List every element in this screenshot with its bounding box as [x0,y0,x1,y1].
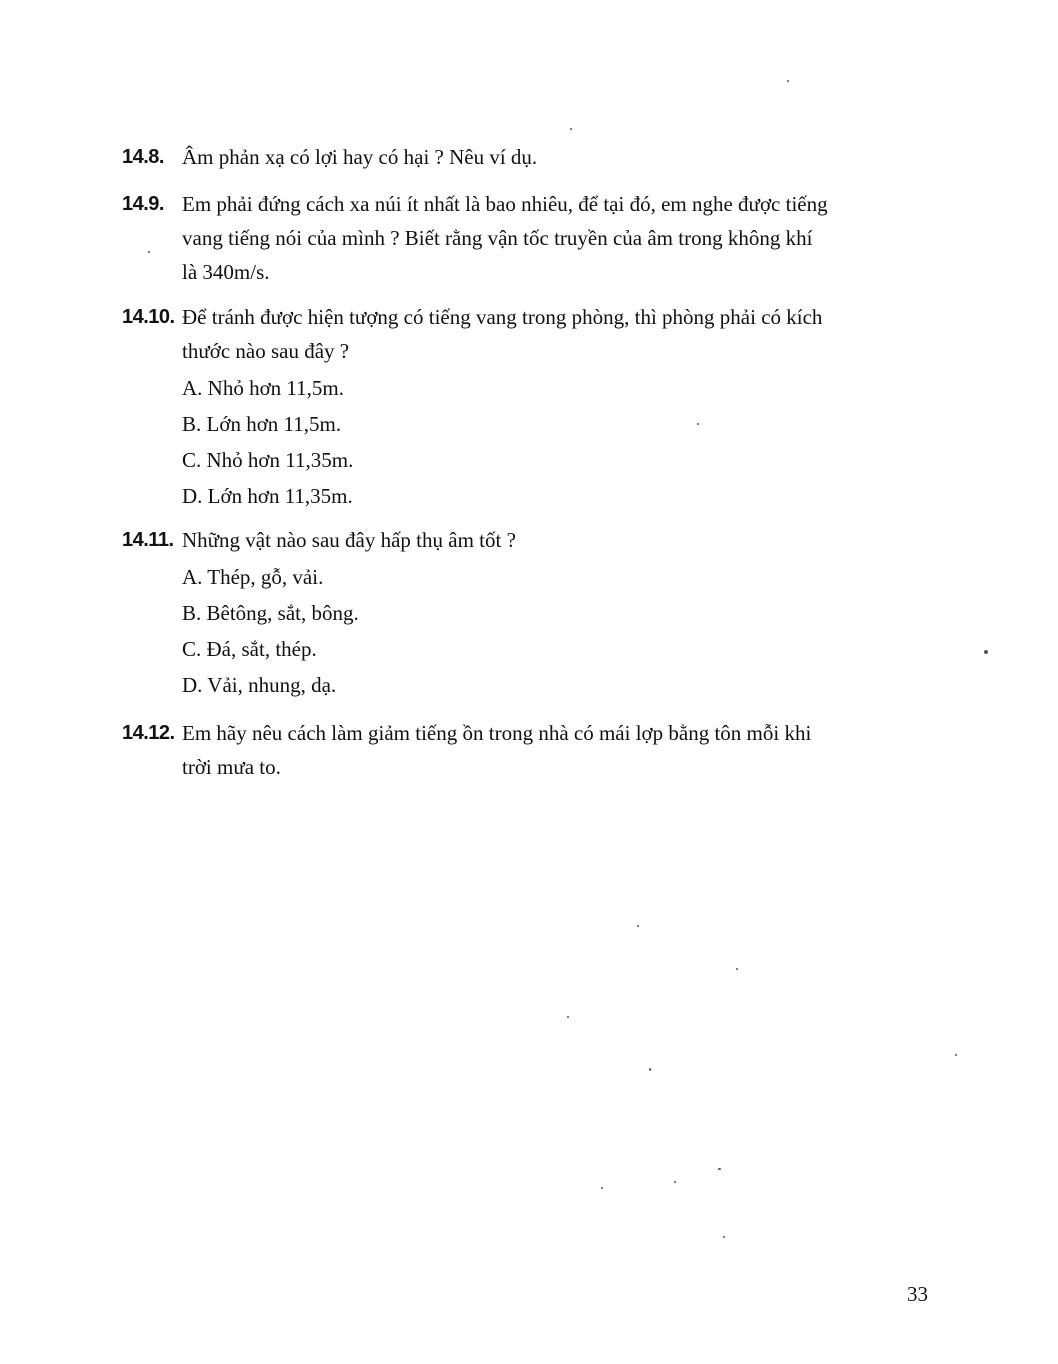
answer-option: C. Nhỏ hơn 11,35m. [182,448,354,472]
question-line: là 340m/s. [182,260,270,284]
question-14-10 [122,300,928,514]
question-number: 14.9. [122,193,164,215]
scan-speck [955,1054,957,1056]
answer-option: D. Lớn hơn 11,35m. [182,484,353,508]
question-line: vang tiếng nói của mình ? Biết rằng vận tốc truyền của âm trong không khí [182,226,813,250]
answer-option: B. Bêtông, sắt, bông. [182,601,359,625]
scan-speck [570,128,572,130]
question-14-8 [122,140,928,174]
scan-speck [601,1187,603,1189]
scan-speck [637,925,639,927]
question-14-12 [122,716,928,784]
question-line: Để tránh được hiện tượng có tiếng vang trong phòng, thì phòng phải có kích [182,305,823,329]
scan-speck [736,968,738,970]
answer-options [122,370,928,514]
answer-option: A. Nhỏ hơn 11,5m. [182,376,344,400]
question-number: 14.12. [122,722,175,744]
scan-speck [674,1181,676,1183]
page-number: 33 [907,1282,928,1306]
question-number: 14.8. [122,146,164,168]
scan-speck [567,1016,569,1018]
scan-speck [148,251,150,253]
answer-option: C. Đá, sắt, thép. [182,637,317,661]
question-line: Những vật nào sau đây hấp thụ âm tốt ? [182,528,516,552]
scan-speck [787,80,789,82]
question-line: trời mưa to. [182,755,281,779]
scan-speck [697,423,699,425]
question-14-11 [122,523,928,703]
question-line: thước nào sau đây ? [182,339,350,363]
question-line: Em hãy nêu cách làm giảm tiếng ồn trong nhà có mái lợp bằng tôn mỗi khi [182,721,812,745]
question-text: Âm phản xạ có lợi hay có hại ? Nêu ví dụ. [182,145,538,169]
answer-options [122,559,928,703]
question-line: Em phải đứng cách xa núi ít nhất là bao nhiêu, để tại đó, em nghe được tiếng [182,192,828,216]
scan-speck [723,1236,725,1238]
answer-option: A. Thép, gỗ, vải. [182,565,324,589]
question-number: 14.11. [122,529,174,551]
scan-speck [649,1068,651,1071]
answer-option: B. Lớn hơn 11,5m. [182,412,342,436]
question-14-9 [122,187,928,289]
scan-speck [984,650,988,654]
answer-option: D. Vải, nhung, dạ. [182,673,337,697]
question-number: 14.10. [122,306,175,328]
scan-speck [718,1168,721,1170]
